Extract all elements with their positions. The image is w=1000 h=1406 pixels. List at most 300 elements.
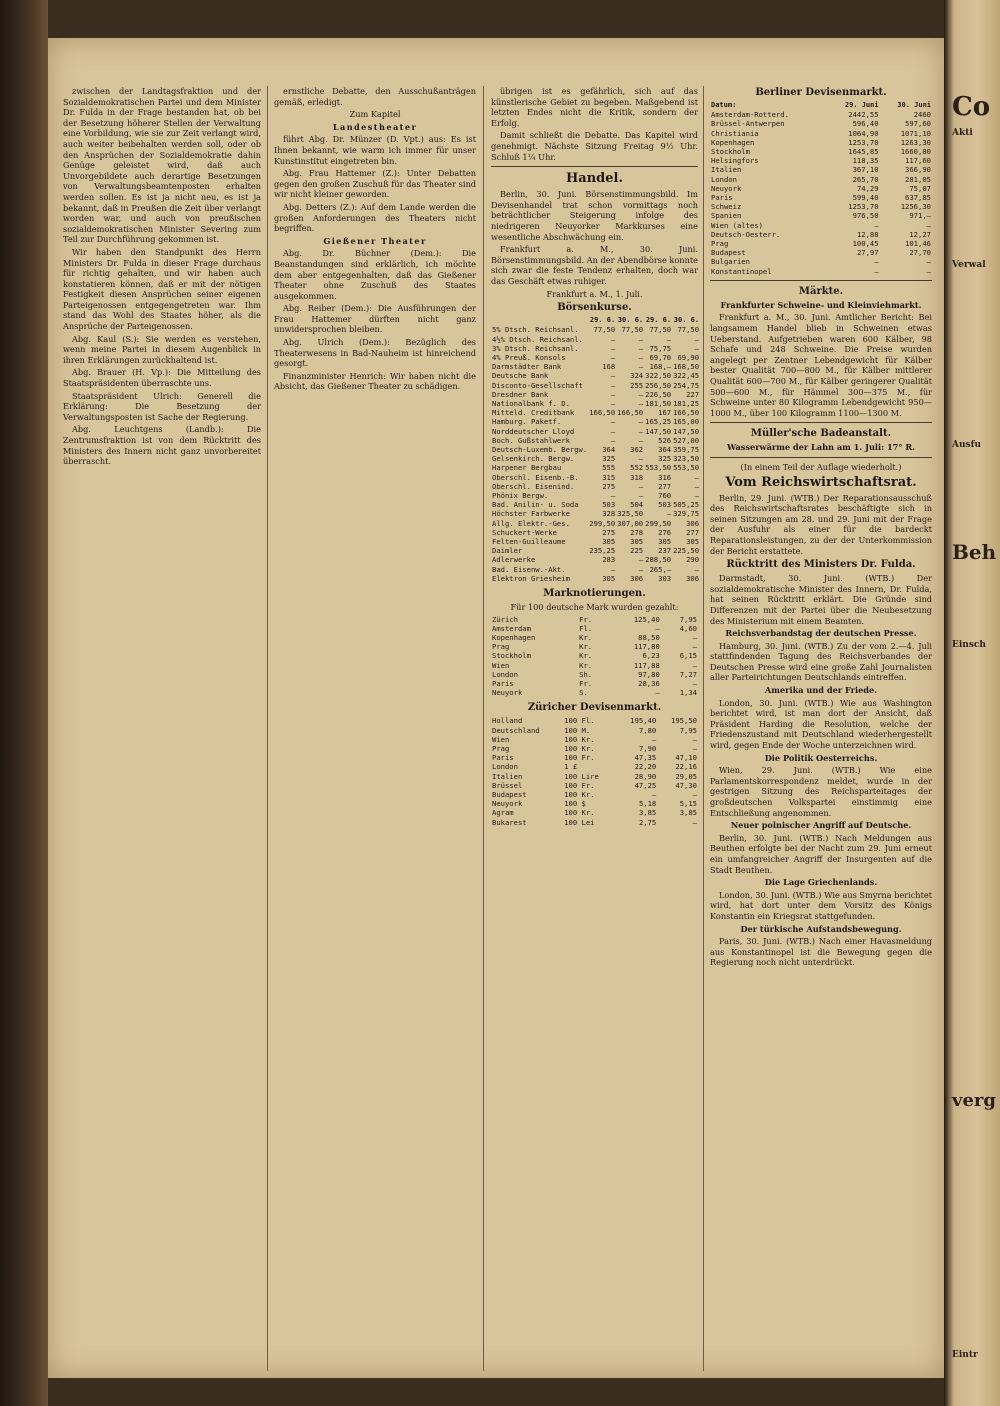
table-cell: — — [874, 220, 879, 230]
table-cell: — — [655, 623, 660, 633]
table-cell: 597,60 — [905, 119, 931, 129]
table-cell: — — [610, 334, 616, 344]
table-cell: 283 — [602, 555, 616, 565]
table-row — [710, 165, 932, 174]
table-cell: 69,90 — [677, 352, 700, 362]
column-rule — [703, 86, 704, 1371]
table-cell: 97,80 — [638, 669, 660, 679]
table-cell: 166,50 — [673, 408, 700, 418]
table-cell: 307,00 — [617, 518, 644, 528]
table-cell: 100 Kr. — [564, 744, 595, 754]
table-cell: — — [692, 660, 697, 670]
table-cell: 325,50 — [617, 509, 644, 519]
paragraph: Damit schließt die Debatte. Das Kapitel wird genehmigt. Nächste Sitzung Freitag 9½ Uhr. Schluß 1¼ Uhr. — [491, 130, 698, 162]
fragment-text: Beh — [952, 540, 997, 564]
table-cell: 255 — [630, 380, 644, 390]
table-cell: 168 — [602, 362, 616, 372]
table-cell: 503 — [658, 500, 672, 510]
griechenland-heading: Die Lage Griechenlands. — [764, 877, 878, 888]
auflage-note: (In einem Teil der Auflage wiederholt.) — [740, 461, 902, 472]
table-cell: 117,60 — [905, 156, 931, 166]
berliner-devisen-heading: Berliner Devisenmarkt. — [755, 87, 887, 98]
marknotierungen-table — [491, 615, 698, 698]
table-cell: Budapest — [492, 790, 527, 800]
table-cell: 5% Dtsch. Reichsanl. — [492, 325, 579, 335]
table-cell: Dresdner Bank — [492, 389, 549, 399]
table-cell: — — [610, 352, 616, 362]
fragment-text: Akti — [952, 128, 973, 138]
table-cell: 275 — [602, 481, 616, 491]
table-cell: — — [610, 371, 616, 381]
table-cell: 305 — [602, 536, 616, 546]
badeanstalt-text: Wasserwärme der Lahn am 1. Juli: 17° R. — [727, 442, 915, 453]
table-cell: 4,60 — [679, 623, 697, 633]
table-cell: — — [874, 257, 879, 267]
table-row — [491, 642, 698, 651]
table-cell: 118,35 — [852, 156, 879, 166]
table-row — [491, 818, 698, 827]
table-row — [491, 399, 700, 408]
table-row — [491, 726, 698, 735]
table-cell: Nationalbank f. D. — [492, 398, 570, 408]
column-3 — [491, 86, 698, 1376]
zuercher-devisen-heading: Züricher Devisenmarkt. — [527, 702, 662, 714]
marknotierungen-subtitle: Für 100 deutsche Mark wurden gezahlt: — [510, 601, 679, 612]
table-row — [491, 491, 700, 500]
table-cell: 69,70 — [649, 352, 672, 362]
table-cell: Harpener Bergbau — [492, 463, 562, 473]
column-2 — [274, 86, 476, 1376]
table-cell: London — [492, 669, 518, 679]
table-cell: 1253,70 — [848, 137, 879, 147]
table-cell: — — [610, 564, 616, 574]
paragraph: Hamburg, 30. Juni. (WTB.) Zu der vom 2.—4. Juli stattfindenden Tagung des Reichsverbandes der Deutschen Presse wird eine große Zahl Journalisten aller Parteirichtungen Deutschlands eintreffen. — [710, 640, 932, 683]
table-cell: Bukarest — [492, 817, 527, 827]
table-cell: 77,50 — [677, 325, 700, 335]
table-cell: 552 — [630, 463, 644, 473]
table-cell: 237 — [658, 546, 672, 556]
column-rule — [483, 86, 484, 1371]
table-cell: Bulgarien — [711, 257, 750, 267]
table-cell: Adlerwerke — [492, 555, 536, 565]
table-cell: Elektron Griesheim — [492, 573, 570, 583]
column-rule — [267, 86, 268, 1371]
table-cell: Wien (altes) — [711, 220, 763, 230]
table-cell: 1253,70 — [848, 202, 879, 212]
table-cell: Zürich — [492, 614, 518, 624]
table-cell: 7,95 — [679, 614, 697, 624]
table-row — [491, 762, 698, 771]
table-cell: Stockholm — [492, 651, 531, 661]
table-row — [491, 335, 700, 344]
oesterreich-heading: Die Politik Oesterreichs. — [764, 752, 878, 763]
table-cell: 22,16 — [675, 762, 697, 772]
table-cell: 305 — [686, 536, 700, 546]
table-cell: 325 — [602, 454, 616, 464]
table-cell: 254,75 — [673, 380, 700, 390]
table-cell: — — [638, 435, 644, 445]
table-row — [491, 679, 698, 688]
table-row — [491, 651, 698, 660]
fulda-heading: Rücktritt des Ministers Dr. Fulda. — [726, 559, 916, 571]
table-cell: — — [638, 398, 644, 408]
table-cell: Neuyork — [492, 688, 523, 698]
table-cell: 88,50 — [638, 632, 660, 642]
table-row — [710, 239, 932, 248]
table-row — [491, 528, 700, 537]
table-cell: 318 — [630, 472, 644, 482]
table-cell: — — [638, 334, 644, 344]
table-cell: 364 — [602, 444, 616, 454]
table-cell: 3,85 — [638, 808, 657, 818]
table-cell: — — [692, 632, 697, 642]
table-header: 29. 6. — [645, 316, 672, 325]
table-cell: 1 £ — [564, 762, 578, 772]
table-cell: Prag — [711, 239, 729, 249]
table-cell: 7,90 — [638, 744, 657, 754]
marknotierungen-heading: Marknotierungen. — [543, 587, 646, 599]
table-cell: 553,50 — [673, 463, 700, 473]
table-cell: 22,20 — [634, 762, 657, 772]
table-cell: Deutsche Bank — [492, 371, 549, 381]
table-cell: Prag — [492, 642, 510, 652]
table-cell: — — [694, 334, 700, 344]
table-cell: 329,75 — [673, 509, 700, 519]
table-cell: 325 — [658, 454, 672, 464]
table-cell: — — [874, 266, 879, 276]
table-row — [491, 417, 700, 426]
table-row — [491, 753, 698, 762]
table-cell: S. — [579, 688, 588, 698]
table-cell: Brüssel-Antwerpen — [711, 119, 785, 129]
table-cell: 117,80 — [633, 642, 660, 652]
table-cell: 760 — [658, 490, 672, 500]
table-cell: 165,00 — [673, 417, 700, 427]
table-cell: — — [692, 679, 697, 688]
divider — [710, 422, 932, 423]
fragment-text: Verwal — [952, 260, 986, 270]
table-cell: 322,50 — [645, 371, 672, 381]
table-header-row — [491, 316, 700, 325]
table-cell: Gelsenkirch. Bergw. — [492, 454, 575, 464]
table-cell: London — [711, 174, 737, 184]
table-cell: Stockholm — [711, 147, 750, 157]
table-cell: Phönix Bergw. — [492, 490, 549, 500]
table-cell: 299,50 — [645, 518, 672, 528]
table-row — [491, 537, 700, 546]
table-row — [491, 808, 698, 817]
table-row — [710, 110, 932, 119]
table-cell: Amsterdam-Rotterd. — [711, 110, 789, 120]
badeanstalt-heading: Müller'sche Badeanstalt. — [750, 428, 892, 440]
table-cell: Holland — [492, 716, 523, 726]
table-cell: Wien — [492, 734, 510, 744]
paragraph: London, 30. Juni. (WTB.) Wie aus Washington berichtet wird, ist man dort der Ansicht, daß Präsident Harding die Resolution, welche der Friedenszustand mit Deutschland wiederhergestellt wird, gegen Ende der Woche unterzeichnen wird. — [710, 697, 932, 751]
paragraph: Berlin, 29. Juni. (WTB.) Der Reparationsausschuß des Reichswirtschaftsrates beschäftigte sich in seinen Sitzungen am 28. und 29. Juni mit der Frage der Ausfuhr als einer für die bardeckt Reparationsleistungen, zu der der Unterkommission der Bericht erstattete. — [710, 492, 932, 556]
table-row — [491, 362, 700, 371]
table-row — [491, 716, 698, 725]
table-row — [710, 119, 932, 128]
table-cell: 265,70 — [852, 174, 879, 184]
aufstand-heading: Der türkische Aufstandsbewegung. — [740, 923, 902, 934]
table-cell: 100 Kr. — [564, 808, 595, 818]
table-cell: 306 — [686, 573, 700, 583]
table-cell: Christiania — [711, 128, 759, 138]
table-cell: Neuyork — [711, 183, 742, 193]
table-cell: 74,29 — [856, 183, 879, 193]
table-cell: 306 — [686, 518, 700, 528]
dateline: Frankfurt a. M., 1. Juli. — [546, 288, 643, 299]
paragraph: Staatspräsident Ulrich: Generell die Erklärung: Die Besetzung der Verwaltungsposten ist Sache der Regierung. — [63, 390, 261, 422]
table-cell: Bad. Anilin- u. Soda — [492, 500, 579, 510]
table-cell: — — [651, 734, 657, 744]
table-row — [710, 211, 932, 220]
table-cell: 288,50 — [645, 555, 672, 565]
table-cell: 303 — [658, 573, 672, 583]
table-cell: Allg. Elektr.-Ges. — [492, 518, 570, 528]
boersenkurse-heading: Börsenkurse. — [557, 302, 632, 314]
table-row — [710, 193, 932, 202]
table-cell: 277 — [658, 481, 672, 491]
table-cell: Prag — [492, 744, 510, 754]
table-cell: 100 Kr. — [564, 790, 595, 800]
table-cell: 100,45 — [852, 239, 879, 249]
table-cell: 3,85 — [679, 808, 697, 818]
table-cell: 7,80 — [638, 725, 657, 735]
table-cell: — — [610, 417, 616, 427]
table-row — [491, 519, 700, 528]
table-cell: Daimler — [492, 546, 523, 556]
table-cell: Kopenhagen — [711, 137, 755, 147]
table-cell: 166,50 — [589, 408, 616, 418]
paragraph: Abg. Brauer (H. Vp.): Die Mitteilung des Staatspräsidenten überraschte uns. — [63, 367, 261, 389]
maerkte-heading: Märkte. — [798, 285, 844, 297]
table-cell: — — [638, 490, 644, 500]
table-row — [491, 799, 698, 808]
table-cell: 166,50 — [617, 408, 644, 418]
table-header: 30. Juni — [897, 101, 931, 109]
paragraph: Abg. Leuchtgens (Landb.): Die Zentrumsfraktion ist von dem Rücktritt des Ministers des Innern nicht ganz unvorbereitet überrascht. — [63, 424, 261, 467]
presse-heading: Reichsverbandstag der deutschen Presse. — [725, 628, 917, 639]
table-cell: Fr. — [579, 679, 593, 688]
paragraph: Paris, 30. Juni. (WTB.) Nach einer Havasmeldung aus Konstantinopel ist die Bewegung gegen die Regierung noch nicht unterdrückt. — [710, 936, 932, 968]
column-1 — [63, 86, 261, 1376]
table-cell: — — [926, 257, 931, 267]
table-row — [491, 445, 700, 454]
table-row — [710, 175, 932, 184]
table-cell: 7,27 — [679, 669, 697, 679]
table-cell: Kr. — [579, 632, 593, 642]
table-cell: — — [610, 490, 616, 500]
table-cell: 195,40 — [630, 716, 657, 726]
table-row — [491, 427, 700, 436]
table-cell: 77,50 — [649, 325, 672, 335]
divider — [710, 457, 932, 458]
table-cell: 306 — [630, 573, 644, 583]
table-cell: Fl. — [579, 623, 593, 633]
table-header: 29. Juni — [844, 101, 879, 109]
table-cell: 28,36 — [638, 679, 660, 688]
table-cell: Kr. — [579, 642, 593, 652]
table-row — [491, 670, 698, 679]
table-cell: 290 — [686, 555, 700, 565]
table-header-row — [710, 101, 932, 110]
newspaper-page — [48, 38, 944, 1378]
table-cell: 362 — [630, 444, 644, 454]
table-cell: — — [610, 380, 616, 390]
book-binding-edge — [0, 0, 48, 1406]
table-cell: 147,50 — [645, 426, 672, 436]
paragraph: Frankfurt a. M., 30. Juni. Börsenstimmungsbild. An der Abendbörse konnte sich zwar die feste Tendenz erhalten, doch war das Geschäft etwas ruhiger. — [491, 244, 698, 286]
table-row — [710, 202, 932, 211]
table-cell: 6,15 — [679, 651, 697, 661]
table-cell: Sh. — [579, 669, 593, 679]
column-4 — [710, 86, 932, 1376]
table-cell: 100 $ — [564, 799, 586, 809]
table-cell: 553,50 — [645, 463, 672, 473]
table-cell: 100 Fr. — [564, 780, 595, 790]
section-heading: Gießener Theater — [323, 235, 427, 246]
table-cell: Disconto-Gesellschaft — [492, 380, 583, 390]
table-cell: 328 — [602, 509, 616, 519]
table-cell: 1,34 — [679, 688, 697, 698]
table-cell: Boch. Gußstahlwerk — [492, 435, 570, 445]
table-row — [491, 500, 700, 509]
table-row — [491, 615, 698, 624]
table-cell: 256,50 — [645, 380, 672, 390]
table-cell: — — [638, 362, 644, 372]
paragraph: London, 30. Juni. (WTB.) Wie aus Smyrna berichtet wird, hat dort unter dem Vorsitz des Königs Konstantin ein Kriegsrat stattgefunden. — [710, 889, 932, 921]
section-heading: Landestheater — [332, 121, 418, 132]
table-cell: 181,25 — [673, 398, 700, 408]
table-cell: 364 — [658, 444, 672, 454]
table-cell: Bad. Eisenw.-Akt. — [492, 564, 566, 574]
table-row — [491, 325, 700, 334]
table-row — [491, 574, 700, 583]
table-cell: Deutsch-Luxemb. Bergw. — [492, 444, 588, 454]
table-cell: 359,75 — [673, 444, 700, 454]
table-row — [491, 624, 698, 633]
table-cell: 100 Lire — [564, 771, 599, 781]
table-cell: 281,05 — [905, 174, 931, 184]
table-cell: Deutsch-Oesterr. — [711, 229, 781, 239]
table-cell: 315 — [602, 472, 616, 482]
table-cell: 305 — [630, 536, 644, 546]
fragment-text: verg — [952, 1090, 996, 1111]
table-row — [710, 184, 932, 193]
table-cell: 29,05 — [675, 771, 697, 781]
table-header: 30. 6. — [617, 316, 644, 325]
table-cell: 27,70 — [909, 248, 931, 258]
table-row — [491, 688, 698, 697]
table-cell: — — [610, 343, 616, 353]
table-cell: — — [692, 642, 697, 652]
table-row — [710, 257, 932, 266]
paragraph: Frankfurt a. M., 30. Juni. Amtlicher Bericht: Bei langsamem Handel blieb in Schweinen etwas Ueberstand. Aufgetrieben waren 600 Kälber, 98 Schafe und 248 Schweine. Die Preise wurden angelegt per Zentner Lebendgewicht für Kälber bester Qualität 700—800 M., für Kälber mittlerer Qualität 600—700 M., für Kälber geringerer Qualität 500—600 M., für Hämmel 300—375 M., für Schweine unter 80 Kilogramm Lebendgewicht 950—1000 M., über 100 Kilogramm 1100—1300 M. — [710, 312, 932, 418]
table-row — [491, 509, 700, 518]
table-cell: 47,35 — [634, 753, 657, 763]
table-cell: — — [666, 509, 672, 519]
paragraph: zwischen der Landtagsfraktion und der Sozialdemokratischen Partei und dem Minister Dr. Fulda in der Frage bestanden hat, ob bei der Besetzung höherer Stellen der Verwaltung eine Vorbildung, wie sie zur Zeit verlangt wird, auch weiter beibehalten werden soll, oder ob den Ansprüchen der Sozialdemokratie dahin Genüge geleistet wird, daß auch Unvorgebildete auch derartige Besetzungen von Verwaltungsbeamtenposten erhalten werden sollen. Es ist ja nicht neu, es ist ja bekannt, daß in Preußen die Zeit über verlangt worden war, und auch von preußischen sozialdemokratischen Minister Severing zum Teil zur Durchführung gekommen ist. — [63, 86, 261, 245]
table-cell: Oberschl. Eisenb.-B. — [492, 472, 579, 482]
adjacent-page-fragment — [944, 0, 1000, 1406]
table-cell: 316 — [658, 472, 672, 482]
paragraph: ernstliche Debatte, den Ausschußanträgen gemäß, erledigt. — [274, 86, 476, 107]
table-cell: 2460 — [913, 110, 931, 120]
table-cell: Paris — [492, 753, 514, 763]
table-cell: 75,75 — [649, 343, 672, 353]
table-cell: — — [694, 343, 700, 353]
table-cell: 599,40 — [852, 193, 879, 203]
table-row — [491, 463, 700, 472]
table-cell: 125,40 — [633, 614, 660, 624]
table-cell: — — [638, 426, 644, 436]
table-cell: 167 — [658, 408, 672, 418]
table-cell: 555 — [602, 463, 616, 473]
table-row — [491, 353, 700, 362]
table-cell: — — [926, 266, 931, 276]
table-cell: 101,46 — [905, 239, 931, 249]
table-cell: — — [694, 472, 700, 482]
table-cell: Italien — [711, 165, 742, 175]
table-cell: Budapest — [711, 248, 746, 258]
table-row — [491, 735, 698, 744]
table-cell: 278 — [630, 527, 644, 537]
table-cell: — — [638, 352, 644, 362]
table-cell: 1071,10 — [900, 128, 931, 138]
table-cell: — — [692, 817, 697, 827]
table-cell: Brüssel — [492, 780, 523, 790]
table-cell: 100 Fl. — [564, 716, 595, 726]
table-cell: 504 — [630, 500, 644, 510]
table-cell: 527,00 — [673, 435, 700, 445]
table-cell: Italien — [492, 771, 523, 781]
table-cell: — — [638, 343, 644, 353]
zuercher-devisen-table — [491, 716, 698, 826]
table-row — [491, 790, 698, 799]
table-cell: 165,25 — [645, 417, 672, 427]
table-cell: — — [638, 481, 644, 491]
table-cell: 637,85 — [905, 193, 931, 203]
table-cell: Fr. — [579, 614, 593, 624]
table-row — [491, 371, 700, 380]
table-cell: Oberschl. Eisenind. — [492, 481, 575, 491]
table-cell: 2442,55 — [848, 110, 879, 120]
table-cell: 77,50 — [593, 325, 616, 335]
table-row — [491, 482, 700, 491]
table-cell: Amsterdam — [492, 623, 531, 633]
table-row — [491, 381, 700, 390]
table-cell: 100 M. — [564, 725, 591, 735]
table-row — [491, 661, 698, 670]
table-cell: 100 Lei — [564, 817, 595, 827]
table-cell: 235,25 — [589, 546, 616, 556]
fragment-text: Co — [952, 92, 991, 122]
table-row — [710, 221, 932, 230]
table-cell: 265,— — [649, 564, 672, 574]
divider — [710, 280, 932, 281]
table-row — [710, 147, 932, 156]
table-cell: — — [638, 454, 644, 464]
handel-heading: Handel. — [566, 171, 623, 187]
table-cell: — — [692, 744, 697, 754]
table-cell: — — [692, 734, 697, 744]
table-row — [710, 267, 932, 276]
table-cell: — — [692, 790, 697, 800]
table-row — [710, 156, 932, 165]
table-cell: 181,50 — [645, 398, 672, 408]
table-cell: 2,75 — [638, 817, 657, 827]
